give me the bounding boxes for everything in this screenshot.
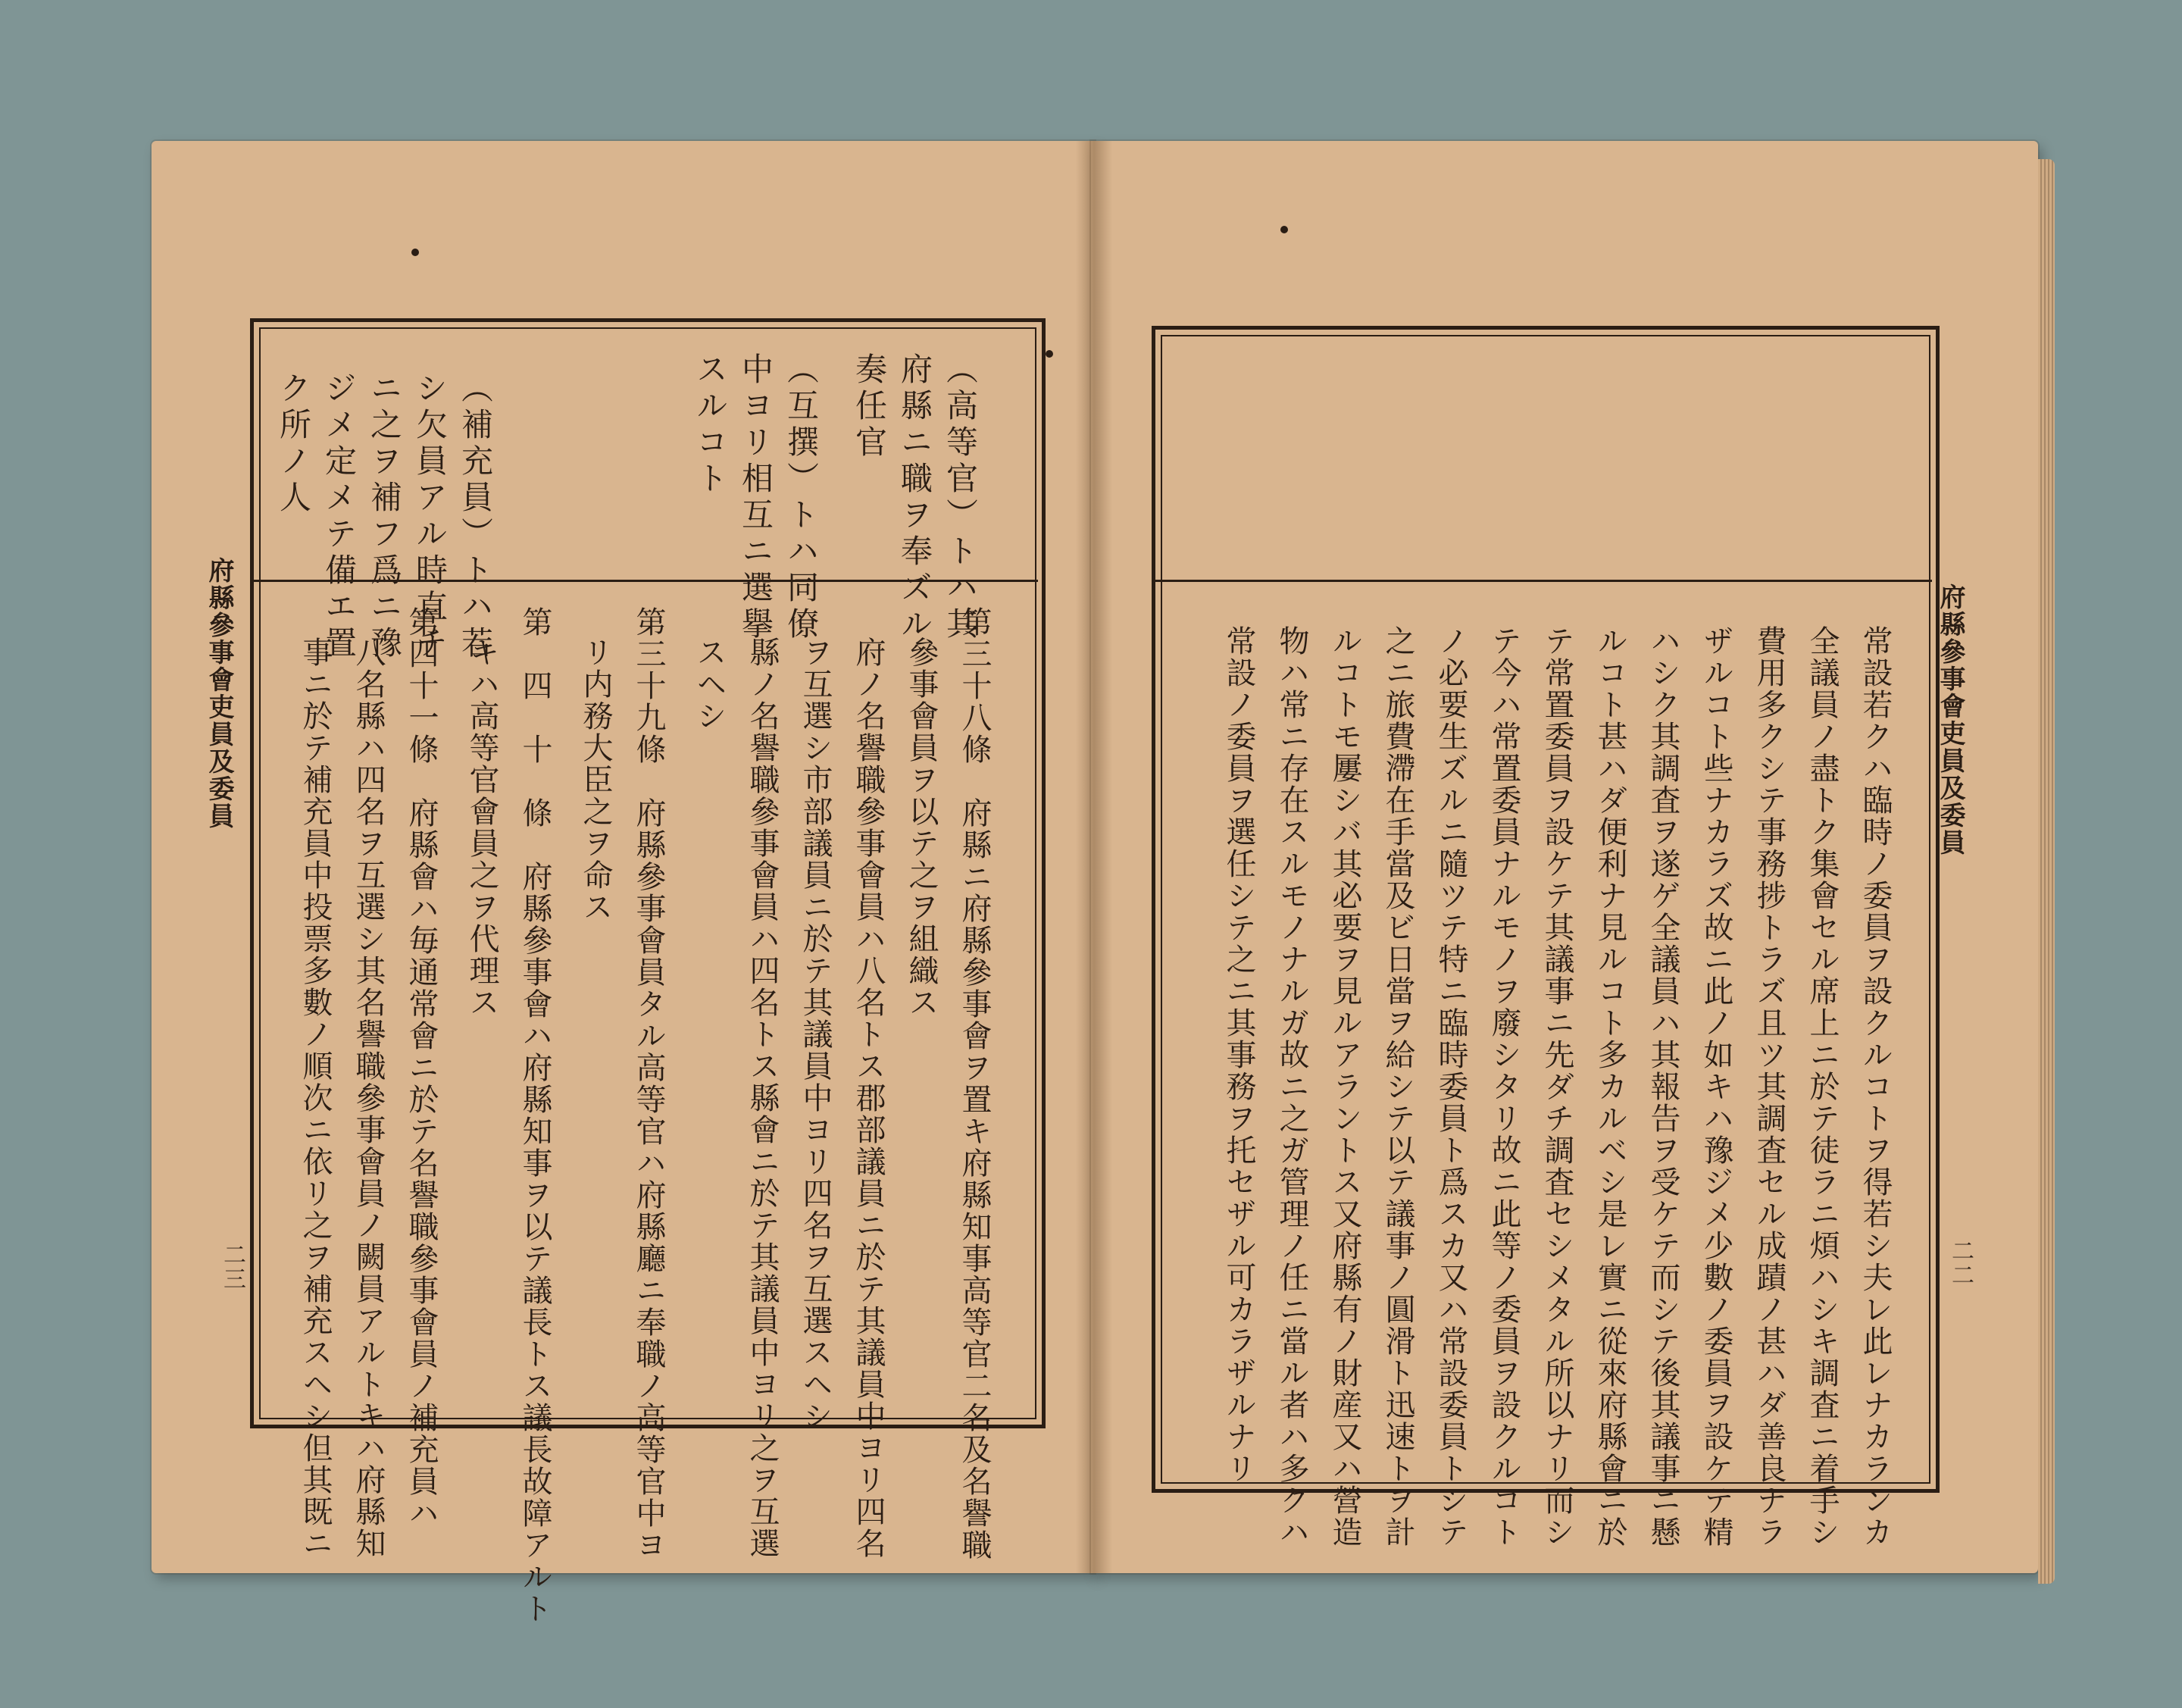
text-column: ルコト甚ハダ便利ナ見ルコト多カルベシ是レ實ニ從來府縣會ニ於 bbox=[1593, 625, 1627, 1548]
commentary-column: 中ヨリ相互ニ選擧 bbox=[737, 352, 774, 643]
statute-column: リ内務大臣之ヲ命ス bbox=[578, 637, 613, 923]
statute-column: キハ高等官會員之ヲ代理ス bbox=[464, 637, 499, 1018]
text-column: テ今ハ常置委員ナルモノヲ廢シタリ故ニ此等ノ委員ヲ設クルコト bbox=[1486, 625, 1521, 1548]
left-page-number: 二三 bbox=[219, 1243, 245, 1291]
text-column: 之ニ旅費滯在手當及ビ日當ヲ給シテ以テ議事ノ圓滑ト迅速トヲ計 bbox=[1380, 625, 1415, 1548]
commentary-column: （高等官）トハ其 bbox=[942, 352, 979, 643]
statute-column: 事ニ於テ補充員中投票多數ノ順次ニ依リ之ヲ補充スヘシ但其既ニ bbox=[298, 637, 333, 1559]
left-running-head: 府縣參事會吏員及委員 bbox=[204, 557, 234, 830]
commentary-column: 府縣ニ職ヲ奉ズル bbox=[896, 352, 933, 643]
commentary-column: （互撰）トハ同僚 bbox=[783, 352, 820, 643]
text-column: ザルコト些ナカラズ故ニ此ノ如キハ豫ジメ少數ノ委員ヲ設ケテ精 bbox=[1699, 625, 1733, 1548]
text-column: 常設ノ委員ヲ選任シテ之ニ其事務ヲ托セザル可カラザルナリ bbox=[1221, 625, 1256, 1484]
commentary-column: ニ之ヲ補フ爲ニ豫 bbox=[366, 371, 403, 662]
commentary-column: （補充員）トハ若 bbox=[457, 371, 494, 662]
statute-column: 參事會員ヲ以テ之ヲ組織ス bbox=[904, 637, 939, 1018]
commentary-column: スルコト bbox=[692, 352, 729, 498]
statute-column: 第四十一條 府縣會ハ毎通常會ニ於テ名譽職參事會員ノ補充員ハ bbox=[404, 606, 439, 1529]
right-page-number: 二二 bbox=[1947, 1239, 1974, 1287]
commentary-column: ク所ノ人 bbox=[275, 371, 312, 517]
commentary-column: シ欠員アル時直チ bbox=[411, 371, 449, 662]
statute-column: 第 四 十 條 府縣參事會ハ府縣知事ヲ以テ議長トス議長故障アルト bbox=[517, 606, 552, 1625]
statute-column: 第三十九條 府縣參事會員タル高等官ハ府縣廳ニ奉職ノ高等官中ヨ bbox=[631, 606, 666, 1561]
ink-spot bbox=[1280, 226, 1288, 233]
statute-column: 府ノ名譽職參事會員ハ八名トス郡部議員ニ於テ其議員中ヨリ四名 bbox=[851, 637, 886, 1559]
text-column: 費用多クシテ事務捗トラズ且ツ其調査セル成蹟ノ甚ハダ善良ナラ bbox=[1752, 625, 1787, 1548]
page-edges bbox=[2038, 159, 2055, 1584]
commentary-column: ジメ定メテ備エ置 bbox=[320, 371, 358, 662]
text-column: テ常置委員ヲ設ケテ其議事ニ先ダチ調査セシメタル所以ナリ而シ bbox=[1540, 625, 1574, 1548]
statute-column: スヘシ bbox=[692, 637, 727, 732]
commentary-column: 奏任官 bbox=[851, 352, 888, 461]
statute-column: 縣ノ名譽職參事會員ハ四名トス縣會ニ於テ其議員中ヨリ之ヲ互選 bbox=[745, 637, 780, 1559]
text-column: ハシク其調査ヲ遂ゲ全議員ハ其報告ヲ受ケテ而シテ後其議事ニ懸 bbox=[1646, 625, 1680, 1548]
right-blank-commentary-area bbox=[1171, 345, 1913, 572]
ink-spot bbox=[1046, 350, 1053, 358]
statute-column: ヲ互選シ市部議員ニ於テ其議員中ヨリ四名ヲ互選スヘシ bbox=[798, 637, 833, 1432]
book-gutter bbox=[1076, 141, 1112, 1573]
text-column: 全議員ノ盡トク集會セル席上ニ於テ徒ラニ煩ハシキ調査ニ着手シ bbox=[1805, 625, 1840, 1548]
text-column: ルコトモ屢シバ其必要ヲ見ルアラントス又府縣有ノ財産又ハ營造 bbox=[1327, 625, 1362, 1548]
ink-spot bbox=[411, 249, 419, 256]
text-column: 常設若クハ臨時ノ委員ヲ設クルコトヲ得若シ夫レ此レナカランカ bbox=[1858, 625, 1893, 1548]
right-frame-divider bbox=[1155, 580, 1932, 582]
statute-column: 第三十八條 府縣ニ府縣參事會ヲ置キ府縣知事高等官二名及名譽職 bbox=[957, 606, 992, 1561]
right-running-head: 府縣參事會吏員及委員 bbox=[1935, 583, 1965, 856]
statute-column: 八名縣ハ四名ヲ互選シ其名譽職參事會員ノ闕員アルトキハ府縣知 bbox=[351, 637, 386, 1559]
text-column: ノ必要生ズルニ隨ツテ特ニ臨時委員ト爲スカ又ハ常設委員トシテ bbox=[1433, 625, 1468, 1548]
text-column: 物ハ常ニ存在スルモノナルガ故ニ之ガ管理ノ任ニ當ル者ハ多クハ bbox=[1274, 625, 1309, 1548]
